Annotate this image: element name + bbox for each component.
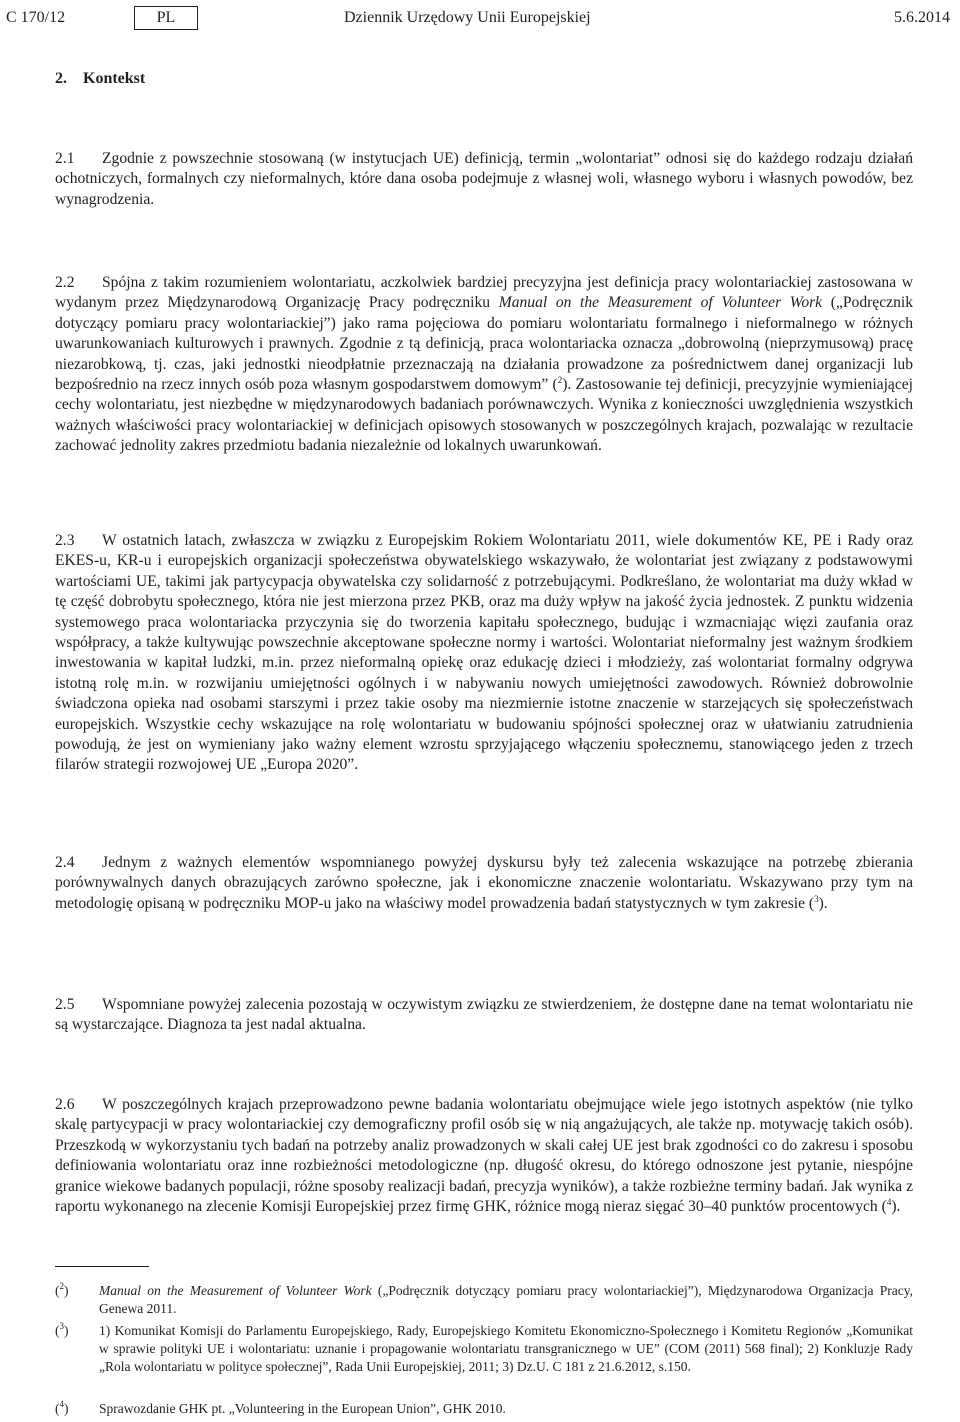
footnote-ref-2[interactable]: 2 [557,375,563,386]
paragraph-text: ). [891,1198,901,1216]
paragraph-number: 2.1 [55,150,75,167]
paragraph-number: 2.3 [55,532,75,549]
paragraph-2-4 [55,853,913,914]
paragraph-number: 2.6 [55,1096,75,1113]
paragraph-number: 2.4 [55,854,75,871]
paragraph-text: Spójna z takim rozumieniem wolontariatu, aczkolwiek bardziej precyzyjna jest definicja pracy wolontariackiej zastosowana w wydanym przez Międzynarodową Organizację Pracy podręczniku [55,274,913,312]
paragraph-text: ). [818,894,828,912]
footnote-mark: ($^3$) [55,1321,69,1338]
journal-title: Dziennik Urzędowy Unii Europejskiej [344,9,591,26]
page-reference: C 170/12 [6,9,66,26]
paragraph-text: („Podręcznik dotyczący pomiaru pracy wolontariackiej”) jako rama pojęciowa do pomiaru wolontariatu formalnego i nieformalnego w różnych uwarunkowaniach kulturowych i prawnych. Zgodnie z tą definicją, praca wolontariacka oznacza „dobrowolną (nieprzymusową) pracę niezarobkową, tj. czas, jaki jednostki nieodpłatnie przeznaczają na działania prowadzone za pośrednictwem danej organizacji lub bezpośrednio na rzecz innych osób poza własnym gospodarstwem domowym” ( [55,294,913,394]
paragraph-2-6 [55,1095,913,1217]
footnote-text: Manual on the Measurement of Volunteer Work („Podręcznik dotyczący pomiaru pracy wolontariackiej”), Międzynarodowa Organizacja Pracy, Genewa 2011. [99,1283,913,1316]
paragraph-2-2 [55,273,913,457]
section-number: 2. [55,70,67,87]
footnote-mark: ($^4$) [55,1399,69,1416]
footnote-separator [55,1266,149,1267]
paragraph-text: Wspomniane powyżej zalecenia pozostają w oczywistym związku ze stwierdzeniem, że dostępne dane na temat wolontariatu nie są wystarczające. Diagnoza ta jest nadal aktualna. [55,996,913,1034]
footnote-4 [55,1400,913,1418]
footnote-ref-4[interactable]: 4 [886,1197,892,1208]
paragraph-number: 2.5 [55,996,75,1013]
paragraph-number: 2.2 [55,274,75,291]
paragraph-text: W ostatnich latach, zwłaszcza w związku z Europejskim Rokiem Wolontariatu 2011, wiele dokumentów KE, PE i Rady oraz EKES-u, KR-u i europejskich organizacji społeczeństwa obywatelskiego wskazywało, że wolontariat jest związany z podstawowymi wartościami UE, takimi jak partycypacja obywatelska czy solidarność z potrzebującymi. Podkreślano, że wolontariat ma duży wkład w tę część dobrobytu społecznego, która nie jest mierzona przez PKB, oraz ma duży wpływ na jakość życia jednostek. Z punktu widzenia systemowego praca wolontariacka przyczynia się do tworzenia kapitału społecznego, budując i wzmacniając więzi zaufania oraz współpracy, a także kultywując powszechnie akceptowane społeczne normy i wartości. Wolontariat nieformalny jest ważnym środkiem inwestowania w kapitał ludzki, m.in. przez nieformalną opiekę oraz edukację dzieci i młodzieży, zaś wolontariat formalny odgrywa istotną rolę m.in. w rozwijaniu umiejętności ogólnych i w nabywaniu nowych umiejętności zawodowych. Również dobrowolnie świadczona opieka nad osobami starszymi i przez takie osoby ma niezmiernie istotne znaczenie w starzejących się społeczeństwach europejskich. Wszystkie cechy wskazujące na rolę wolontariatu w budowaniu spójności społecznej oraz w ułatwianiu zatrudnienia powodują, że jest on wymieniany jako ważny element wzrostu sprzyjającego włączeniu społecznemu, stanowiącego jeden z trzech filarów strategii rozwojowej UE „Europa 2020”. [55,532,913,774]
paragraph-2-5 [55,995,913,1036]
paragraph-text: Jednym z ważnych elementów wspomnianego powyżej dyskursu były też zalecenia wskazujące na potrzebę zbierania porównywalnych danych obrazujących zarówno społeczne, jak i ekonomiczne znaczenie wolontariatu. Wskazywano przy tym na metodologię opisaną w podręczniku MOP-u jako na właściwy model prowadzenia badań statystycznych w tym zakresie ( [55,854,913,912]
footnote-3 [55,1322,913,1376]
footnote-text: 1) Komunikat Komisji do Parlamentu Europejskiego, Rady, Europejskiego Komitetu Ekonomiczno-Społecznego i Komitetu Regionów „Komunikat w sprawie polityki UE i wolontariatu: uznanie i propagowanie wolontariatu transgranicznego w UE” (COM (2011) 568 final); 2) Konkluzje Rady „Rola wolontariatu w polityce społecznej”, Rada Unii Europejskiej, 2011; 3) Dz.U. C 181 z 21.6.2012, s.150. [99,1323,913,1374]
publication-title: Manual on the Measurement of Volunteer Work [99,1283,372,1298]
publication-date: 5.6.2014 [894,9,950,26]
page-header [0,6,960,30]
paragraph-2-3 [55,531,913,776]
section-title: Kontekst [83,70,146,87]
section-heading [55,70,145,88]
footnote-ref-3[interactable]: 3 [814,893,819,904]
paragraph-text: ). Zastosowanie tej definicji, precyzyjnie wymieniającej cechy wolontariatu, jest niezbędne w międzynarodowych badaniach porównawczych. Wynika z konieczności uwzględnienia wszystkich ważnych właściwości pracy wolontariackiej w definicjach opisowych stosowanych w poszczególnych krajach, pozwalając w rezultacie zachować jednolity zakres przedmiotu badania niezależnie od lokalnych uwarunkowań. [55,376,914,455]
footnote-2 [55,1282,913,1318]
language-badge: PL [134,6,198,30]
footnote-text: Sprawozdanie GHK pt. „Volunteering in the European Union”, GHK 2010. [99,1401,506,1416]
paragraph-text: W poszczególnych krajach przeprowadzono pewne badania wolontariatu obejmujące wiele jego istotnych aspektów (nie tylko skalę partycypacji w pracy wolontariackiej czy demograficzny profil osób się w nią angażujących, ale także np. motywację takich osób). Przeszkodą w wykorzystaniu tych badań na potrzeby analiz prowadzonych w skali całej UE jest brak zgodności co do zakresu i sposobu definiowania wolontariatu oraz inne rozbieżności metodologiczne (np. długość okresu, do którego odnoszone jest pytanie, niespójne granice wiekowe badanych populacji, różne sposoby realizacji badań, precyzja wyników), a także rozbieżne terminy badań. Jak wynika z raportu wykonanego na zlecenie Komisji Europejskiej przez firmę GHK, różnice mogą nieraz sięgać 30–40 punktów procentowych ( [55,1096,913,1216]
footnote-mark: ($^2$) [55,1281,69,1298]
paragraph-text: Zgodnie z powszechnie stosowaną (w instytucjach UE) definicją, termin „wolontariat” odnosi się do każdego rodzaju działań ochotniczych, formalnych czy nieformalnych, które dana osoba podejmuje z własnej woli, własnego wyboru i własnych powodów, bez wynagrodzenia. [55,150,913,208]
paragraph-2-1 [55,149,913,210]
publication-title: Manual on the Measurement of Volunteer Work [498,294,823,312]
